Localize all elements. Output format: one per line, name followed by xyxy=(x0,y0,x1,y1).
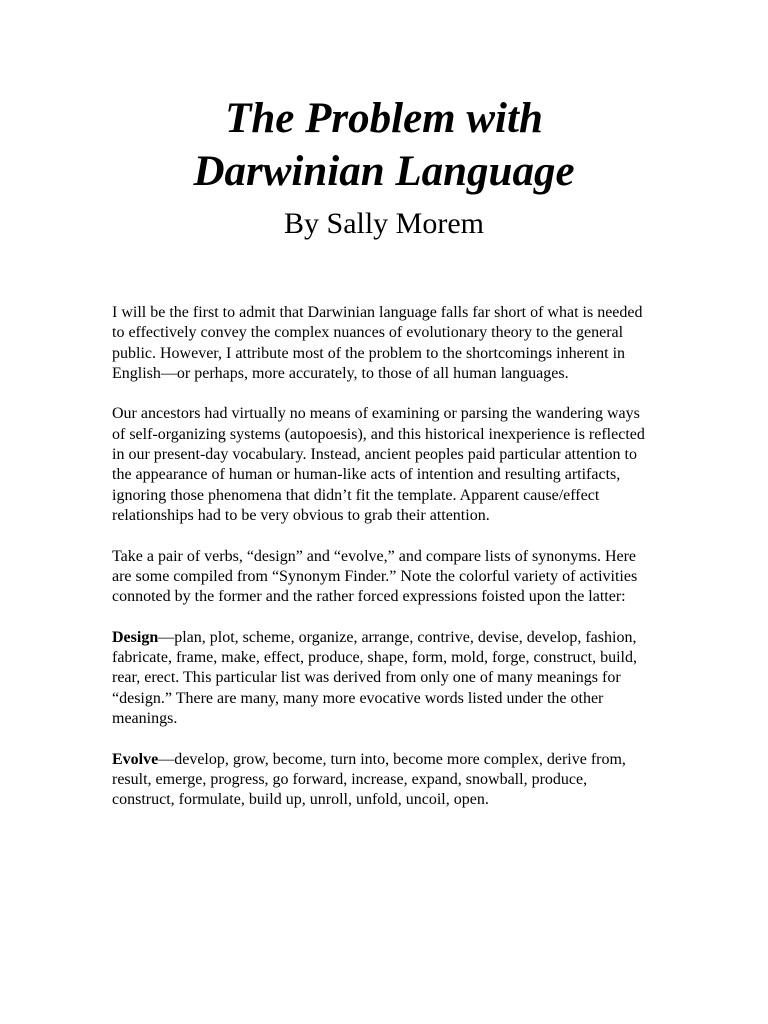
evolve-term: Evolve xyxy=(112,750,159,768)
paragraph-ancestors: Our ancestors had virtually no means of examining or parsing the wandering ways of self-organizing systems (autopoesis), and this historical inexperience is reflected in our present-day vocabulary. Instead, ancient peoples paid particular attention to the appearance of human or human-like acts of intention and resulting artifacts, ignoring those phenomena that didn’t fit the template. Apparent cause/effect relationships had to be very obvious to grab their attention. xyxy=(112,405,645,524)
document-title-line-2: Darwinian Language xyxy=(193,148,575,195)
design-term: Design xyxy=(112,628,159,646)
paragraph-evolve-synonyms xyxy=(112,750,652,811)
paragraph-intro: I will be the first to admit that Darwinian language falls far short of what is needed to effectively convey the complex nuances of evolutionary theory to the general public. However, I attribute most of the problem to the shortcomings inherent in English—or perhaps, more accurately, to those of all human languages. xyxy=(112,304,643,382)
paragraph-verbs: Take a pair of verbs, “design” and “evolve,” and compare lists of synonyms. Here are some compiled from “Synonym Finder.” Note the colorful variety of activities connoted by the former and the rather forced expressions foisted upon the latter: xyxy=(112,547,638,606)
document-author: By Sally Morem xyxy=(284,207,484,240)
evolve-synonyms-text: —develop, grow, become, turn into, become more complex, derive from, result, emerge, progress, go forward, increase, expand, snowball, produce, construct, formulate, build up, unroll, unfold, uncoil, open. xyxy=(112,750,626,809)
design-synonyms-text: —plan, plot, scheme, organize, arrange, contrive, devise, develop, fashion, fabricate, frame, make, effect, produce, shape, form, mold, forge, construct, build, rear, erect. This particular list was derived from only one of many meanings for “design.” There are many, many more evocative words listed under the other meanings. xyxy=(112,628,637,727)
paragraph-design-synonyms xyxy=(112,628,652,729)
document-title-line-1: The Problem with xyxy=(225,95,543,142)
document-body xyxy=(112,303,652,831)
